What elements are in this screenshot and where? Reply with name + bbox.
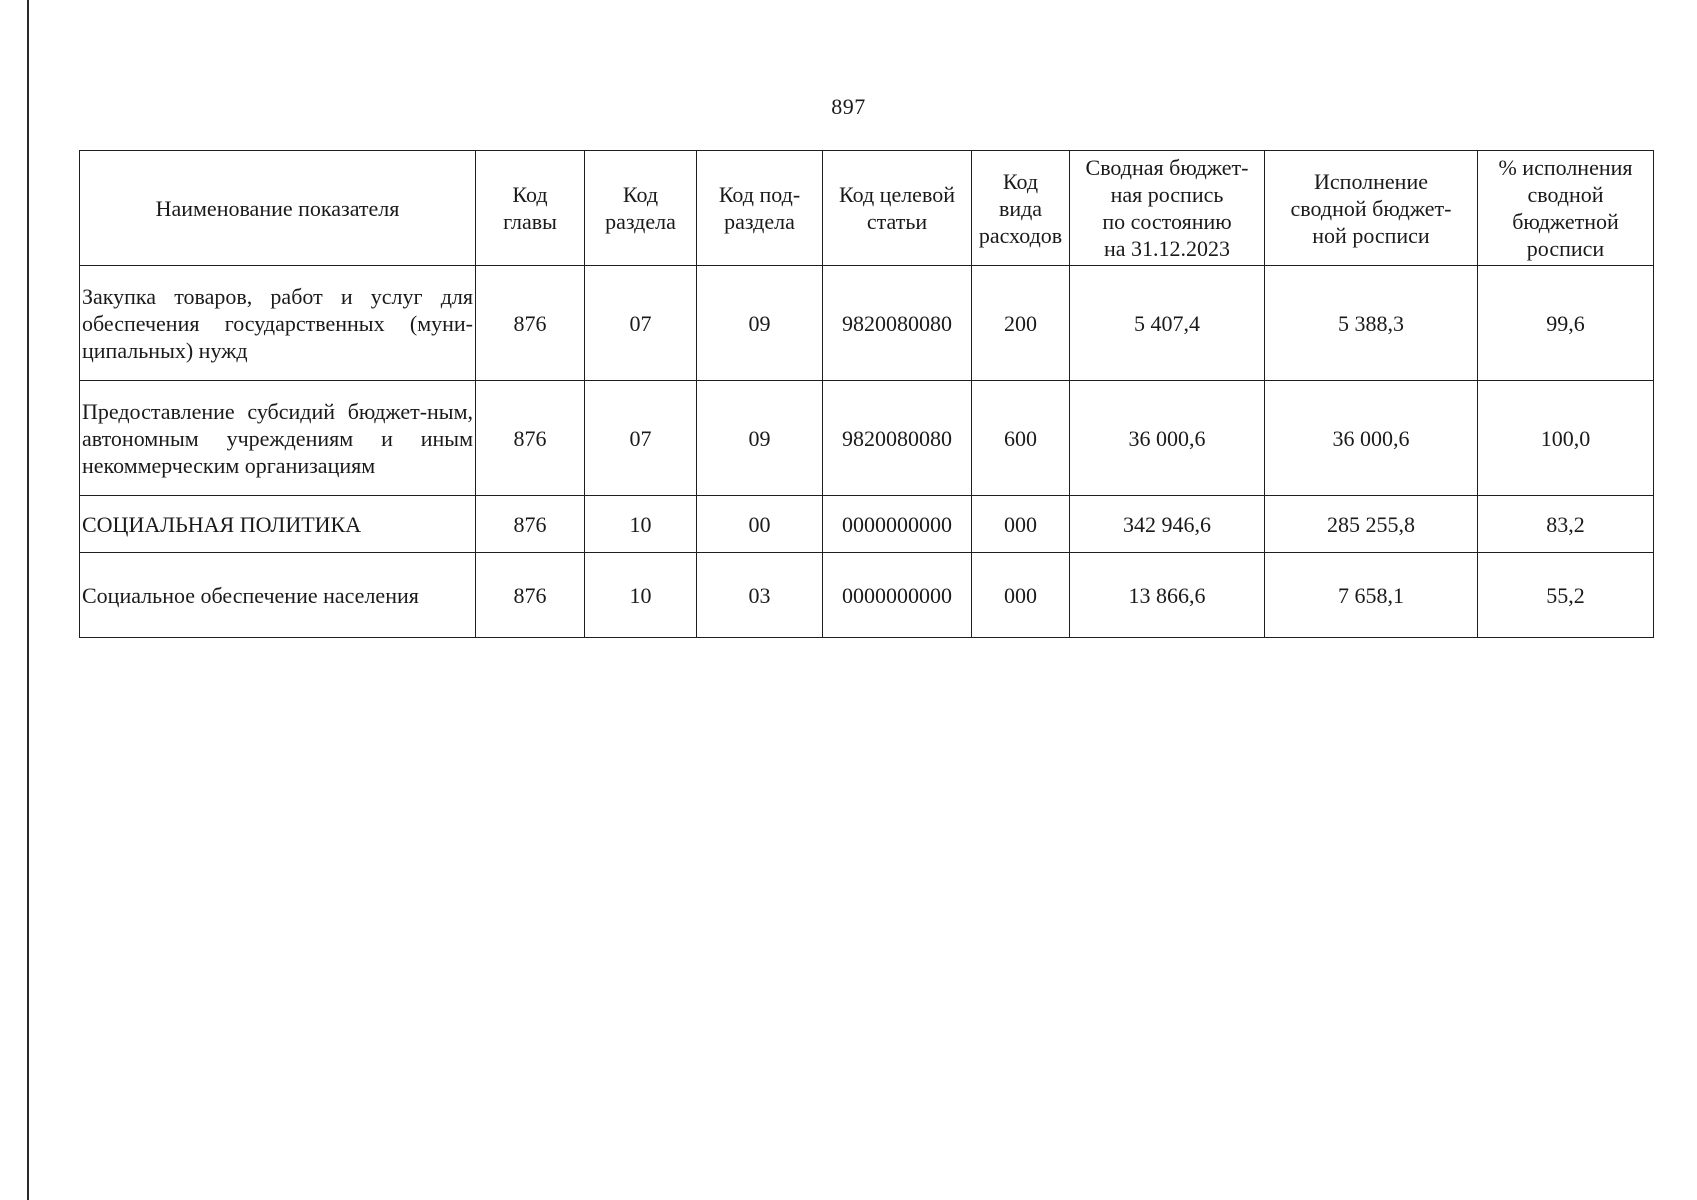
row-indicator-name: Закупка товаров, работ и услуг для обеспечения государственных (муни-ципальных) нужд	[80, 266, 476, 381]
row-execution-percent: 100,0	[1478, 381, 1654, 496]
row-execution-amount: 285 255,8	[1265, 496, 1478, 553]
table-header-row	[80, 151, 1654, 266]
row-budget-schedule-amount: 13 866,6	[1070, 553, 1265, 638]
header-expense-type-code: Код вида расходов	[972, 151, 1070, 266]
scan-left-edge-line	[27, 0, 29, 1200]
row-execution-amount: 7 658,1	[1265, 553, 1478, 638]
page-number: 897	[831, 94, 866, 119]
row-chapter-code: 876	[476, 381, 585, 496]
row-chapter-code: 876	[476, 266, 585, 381]
budget-execution-table	[79, 150, 1654, 638]
row-execution-percent: 83,2	[1478, 496, 1654, 553]
row-execution-amount: 5 388,3	[1265, 266, 1478, 381]
row-subsection-code: 09	[697, 266, 823, 381]
header-consolidated-budget-schedule: Сводная бюджет- ная роспись по состоянию на 31.12.2023	[1070, 151, 1265, 266]
row-expense-type-code: 000	[972, 496, 1070, 553]
row-execution-percent: 99,6	[1478, 266, 1654, 381]
header-indicator-name: Наименование показателя	[80, 151, 476, 266]
row-target-article-code: 0000000000	[823, 496, 972, 553]
header-section-code: Код раздела	[585, 151, 697, 266]
table-row	[80, 266, 1654, 381]
row-subsection-code: 09	[697, 381, 823, 496]
row-budget-schedule-amount: 342 946,6	[1070, 496, 1265, 553]
row-budget-schedule-amount: 36 000,6	[1070, 381, 1265, 496]
row-indicator-name: СОЦИАЛЬНАЯ ПОЛИТИКА	[80, 496, 476, 553]
header-target-article-code: Код целевой статьи	[823, 151, 972, 266]
header-execution-percent: % исполнения сводной бюджетной росписи	[1478, 151, 1654, 266]
row-target-article-code: 9820080080	[823, 381, 972, 496]
table-row	[80, 553, 1654, 638]
row-section-code: 07	[585, 381, 697, 496]
row-target-article-code: 0000000000	[823, 553, 972, 638]
row-expense-type-code: 000	[972, 553, 1070, 638]
row-section-code: 07	[585, 266, 697, 381]
row-budget-schedule-amount: 5 407,4	[1070, 266, 1265, 381]
row-chapter-code: 876	[476, 553, 585, 638]
row-expense-type-code: 200	[972, 266, 1070, 381]
table-row	[80, 496, 1654, 553]
row-expense-type-code: 600	[972, 381, 1070, 496]
row-subsection-code: 03	[697, 553, 823, 638]
row-indicator-name: Социальное обеспечение населения	[80, 553, 476, 638]
row-indicator-name: Предоставление субсидий бюджет-ным, автономным учреждениям и иным некоммерческим организациям	[80, 381, 476, 496]
header-schedule-execution: Исполнение сводной бюджет- ной росписи	[1265, 151, 1478, 266]
header-subsection-code: Код под- раздела	[697, 151, 823, 266]
row-execution-amount: 36 000,6	[1265, 381, 1478, 496]
row-chapter-code: 876	[476, 496, 585, 553]
row-execution-percent: 55,2	[1478, 553, 1654, 638]
row-target-article-code: 9820080080	[823, 266, 972, 381]
header-chapter-code: Код главы	[476, 151, 585, 266]
row-subsection-code: 00	[697, 496, 823, 553]
row-section-code: 10	[585, 496, 697, 553]
row-section-code: 10	[585, 553, 697, 638]
table-row	[80, 381, 1654, 496]
